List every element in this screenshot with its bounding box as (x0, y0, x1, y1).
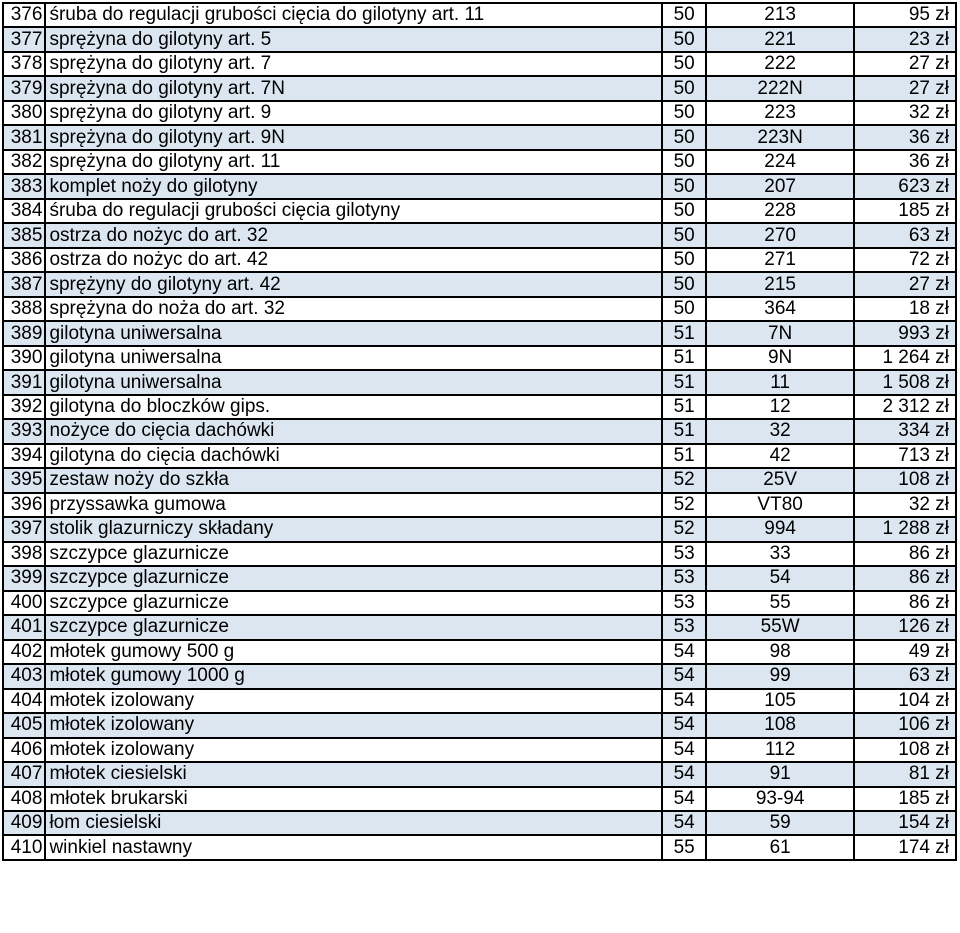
article-number-cell: VT80 (706, 493, 854, 517)
article-number-cell: 221 (706, 27, 854, 51)
product-name-cell: ostrza do nożyc do art. 32 (45, 223, 661, 247)
row-number-cell: 384 (3, 199, 45, 223)
price-list-body (3, 3, 956, 860)
catalog-page-cell: 50 (662, 3, 706, 27)
price-cell: 23 zł (854, 27, 956, 51)
row-number-cell: 400 (3, 591, 45, 615)
article-number-cell: 91 (706, 762, 854, 786)
product-name-cell: młotek brukarski (45, 787, 661, 811)
product-name-cell: winkiel nastawny (45, 835, 661, 859)
row-number-cell: 395 (3, 468, 45, 492)
table-row (3, 738, 956, 762)
row-number-cell: 377 (3, 27, 45, 51)
price-cell: 95 zł (854, 3, 956, 27)
article-number-cell: 223N (706, 125, 854, 149)
table-row (3, 566, 956, 590)
article-number-cell: 55W (706, 615, 854, 639)
table-row (3, 689, 956, 713)
price-cell: 106 zł (854, 713, 956, 737)
table-row (3, 419, 956, 443)
product-name-cell: gilotyna do cięcia dachówki (45, 444, 661, 468)
product-name-cell: przyssawka gumowa (45, 493, 661, 517)
price-cell: 32 zł (854, 493, 956, 517)
price-cell: 36 zł (854, 150, 956, 174)
row-number-cell: 391 (3, 370, 45, 394)
price-cell: 63 zł (854, 664, 956, 688)
catalog-page-cell: 53 (662, 566, 706, 590)
table-row (3, 52, 956, 76)
product-name-cell: sprężyna do gilotyny art. 5 (45, 27, 661, 51)
row-number-cell: 398 (3, 542, 45, 566)
product-name-cell: sprężyny do gilotyny art. 42 (45, 272, 661, 296)
table-row (3, 640, 956, 664)
table-row (3, 174, 956, 198)
table-row (3, 101, 956, 125)
product-name-cell: szczypce glazurnicze (45, 615, 661, 639)
price-cell: 108 zł (854, 468, 956, 492)
row-number-cell: 399 (3, 566, 45, 590)
price-cell: 1 508 zł (854, 370, 956, 394)
row-number-cell: 410 (3, 835, 45, 859)
table-row (3, 321, 956, 345)
article-number-cell: 11 (706, 370, 854, 394)
catalog-page-cell: 54 (662, 738, 706, 762)
table-row (3, 591, 956, 615)
catalog-page-cell: 50 (662, 27, 706, 51)
table-row (3, 125, 956, 149)
catalog-page-cell: 50 (662, 174, 706, 198)
table-row (3, 762, 956, 786)
article-number-cell: 215 (706, 272, 854, 296)
row-number-cell: 389 (3, 321, 45, 345)
catalog-page-cell: 51 (662, 395, 706, 419)
row-number-cell: 405 (3, 713, 45, 737)
article-number-cell: 270 (706, 223, 854, 247)
row-number-cell: 382 (3, 150, 45, 174)
price-cell: 154 zł (854, 811, 956, 835)
table-row (3, 787, 956, 811)
product-name-cell: szczypce glazurnicze (45, 591, 661, 615)
row-number-cell: 408 (3, 787, 45, 811)
catalog-page-cell: 50 (662, 101, 706, 125)
product-name-cell: sprężyna do gilotyny art. 11 (45, 150, 661, 174)
catalog-page-cell: 54 (662, 713, 706, 737)
price-cell: 27 zł (854, 272, 956, 296)
catalog-page-cell: 54 (662, 640, 706, 664)
article-number-cell: 224 (706, 150, 854, 174)
article-number-cell: 108 (706, 713, 854, 737)
table-row (3, 664, 956, 688)
price-cell: 334 zł (854, 419, 956, 443)
product-name-cell: gilotyna do bloczków gips. (45, 395, 661, 419)
article-number-cell: 364 (706, 297, 854, 321)
catalog-page-cell: 50 (662, 76, 706, 100)
catalog-page-cell: 50 (662, 52, 706, 76)
article-number-cell: 223 (706, 101, 854, 125)
row-number-cell: 404 (3, 689, 45, 713)
catalog-page-cell: 54 (662, 689, 706, 713)
product-name-cell: komplet noży do gilotyny (45, 174, 661, 198)
price-cell: 993 zł (854, 321, 956, 345)
table-row (3, 150, 956, 174)
article-number-cell: 93-94 (706, 787, 854, 811)
table-row (3, 542, 956, 566)
row-number-cell: 394 (3, 444, 45, 468)
price-cell: 2 312 zł (854, 395, 956, 419)
table-row (3, 27, 956, 51)
table-row (3, 272, 956, 296)
price-cell: 104 zł (854, 689, 956, 713)
article-number-cell: 213 (706, 3, 854, 27)
catalog-page-cell: 53 (662, 542, 706, 566)
article-number-cell: 61 (706, 835, 854, 859)
row-number-cell: 406 (3, 738, 45, 762)
price-cell: 174 zł (854, 835, 956, 859)
row-number-cell: 386 (3, 248, 45, 272)
price-cell: 108 zł (854, 738, 956, 762)
price-list-table (2, 2, 957, 861)
article-number-cell: 54 (706, 566, 854, 590)
article-number-cell: 55 (706, 591, 854, 615)
catalog-page-cell: 51 (662, 444, 706, 468)
price-cell: 185 zł (854, 787, 956, 811)
table-row (3, 713, 956, 737)
price-cell: 72 zł (854, 248, 956, 272)
price-cell: 713 zł (854, 444, 956, 468)
product-name-cell: nożyce do cięcia dachówki (45, 419, 661, 443)
price-cell: 86 zł (854, 542, 956, 566)
row-number-cell: 376 (3, 3, 45, 27)
article-number-cell: 222 (706, 52, 854, 76)
article-number-cell: 994 (706, 517, 854, 541)
product-name-cell: sprężyna do gilotyny art. 9 (45, 101, 661, 125)
product-name-cell: młotek gumowy 500 g (45, 640, 661, 664)
price-cell: 49 zł (854, 640, 956, 664)
article-number-cell: 105 (706, 689, 854, 713)
row-number-cell: 402 (3, 640, 45, 664)
article-number-cell: 59 (706, 811, 854, 835)
row-number-cell: 409 (3, 811, 45, 835)
price-cell: 86 zł (854, 566, 956, 590)
row-number-cell: 407 (3, 762, 45, 786)
article-number-cell: 25V (706, 468, 854, 492)
catalog-page-cell: 50 (662, 223, 706, 247)
table-row (3, 223, 956, 247)
row-number-cell: 385 (3, 223, 45, 247)
product-name-cell: śruba do regulacji grubości cięcia do gilotyny art. 11 (45, 3, 661, 27)
catalog-page-cell: 53 (662, 615, 706, 639)
catalog-page-cell: 52 (662, 517, 706, 541)
price-cell: 32 zł (854, 101, 956, 125)
row-number-cell: 397 (3, 517, 45, 541)
table-row (3, 493, 956, 517)
price-cell: 63 zł (854, 223, 956, 247)
price-cell: 185 zł (854, 199, 956, 223)
article-number-cell: 42 (706, 444, 854, 468)
table-row (3, 199, 956, 223)
row-number-cell: 387 (3, 272, 45, 296)
product-name-cell: łom ciesielski (45, 811, 661, 835)
row-number-cell: 379 (3, 76, 45, 100)
table-row (3, 3, 956, 27)
product-name-cell: zestaw noży do szkła (45, 468, 661, 492)
article-number-cell: 12 (706, 395, 854, 419)
table-row (3, 615, 956, 639)
product-name-cell: sprężyna do gilotyny art. 7N (45, 76, 661, 100)
price-cell: 1 264 zł (854, 346, 956, 370)
catalog-page-cell: 52 (662, 493, 706, 517)
catalog-page-cell: 54 (662, 664, 706, 688)
product-name-cell: stolik glazurniczy składany (45, 517, 661, 541)
row-number-cell: 401 (3, 615, 45, 639)
product-name-cell: młotek ciesielski (45, 762, 661, 786)
price-cell: 81 zł (854, 762, 956, 786)
catalog-page-cell: 54 (662, 762, 706, 786)
row-number-cell: 378 (3, 52, 45, 76)
price-cell: 126 zł (854, 615, 956, 639)
price-cell: 27 zł (854, 52, 956, 76)
price-cell: 86 zł (854, 591, 956, 615)
catalog-page-cell: 50 (662, 272, 706, 296)
product-name-cell: śruba do regulacji grubości cięcia gilotyny (45, 199, 661, 223)
table-row (3, 346, 956, 370)
table-row (3, 517, 956, 541)
product-name-cell: sprężyna do gilotyny art. 7 (45, 52, 661, 76)
price-cell: 18 zł (854, 297, 956, 321)
catalog-page-cell: 51 (662, 321, 706, 345)
table-row (3, 468, 956, 492)
row-number-cell: 393 (3, 419, 45, 443)
price-cell: 623 zł (854, 174, 956, 198)
row-number-cell: 392 (3, 395, 45, 419)
catalog-page-cell: 55 (662, 835, 706, 859)
article-number-cell: 112 (706, 738, 854, 762)
catalog-page-cell: 53 (662, 591, 706, 615)
product-name-cell: młotek gumowy 1000 g (45, 664, 661, 688)
table-row (3, 835, 956, 859)
price-cell: 27 zł (854, 76, 956, 100)
catalog-page-cell: 50 (662, 248, 706, 272)
product-name-cell: młotek izolowany (45, 689, 661, 713)
row-number-cell: 380 (3, 101, 45, 125)
product-name-cell: młotek izolowany (45, 713, 661, 737)
catalog-page-cell: 50 (662, 199, 706, 223)
article-number-cell: 222N (706, 76, 854, 100)
table-row (3, 76, 956, 100)
catalog-page-cell: 51 (662, 370, 706, 394)
row-number-cell: 388 (3, 297, 45, 321)
row-number-cell: 383 (3, 174, 45, 198)
catalog-page-cell: 50 (662, 150, 706, 174)
article-number-cell: 32 (706, 419, 854, 443)
product-name-cell: sprężyna do noża do art. 32 (45, 297, 661, 321)
product-name-cell: szczypce glazurnicze (45, 542, 661, 566)
table-row (3, 444, 956, 468)
article-number-cell: 207 (706, 174, 854, 198)
catalog-page-cell: 51 (662, 346, 706, 370)
table-row (3, 370, 956, 394)
table-row (3, 811, 956, 835)
article-number-cell: 9N (706, 346, 854, 370)
article-number-cell: 99 (706, 664, 854, 688)
row-number-cell: 390 (3, 346, 45, 370)
catalog-page-cell: 52 (662, 468, 706, 492)
catalog-page-cell: 50 (662, 125, 706, 149)
product-name-cell: ostrza do nożyc do art. 42 (45, 248, 661, 272)
table-row (3, 297, 956, 321)
row-number-cell: 381 (3, 125, 45, 149)
row-number-cell: 403 (3, 664, 45, 688)
article-number-cell: 33 (706, 542, 854, 566)
article-number-cell: 228 (706, 199, 854, 223)
catalog-page-cell: 51 (662, 419, 706, 443)
product-name-cell: gilotyna uniwersalna (45, 370, 661, 394)
catalog-page-cell: 54 (662, 811, 706, 835)
product-name-cell: sprężyna do gilotyny art. 9N (45, 125, 661, 149)
table-row (3, 395, 956, 419)
product-name-cell: młotek izolowany (45, 738, 661, 762)
catalog-page-cell: 54 (662, 787, 706, 811)
table-row (3, 248, 956, 272)
product-name-cell: szczypce glazurnicze (45, 566, 661, 590)
price-cell: 1 288 zł (854, 517, 956, 541)
article-number-cell: 98 (706, 640, 854, 664)
article-number-cell: 271 (706, 248, 854, 272)
product-name-cell: gilotyna uniwersalna (45, 346, 661, 370)
article-number-cell: 7N (706, 321, 854, 345)
product-name-cell: gilotyna uniwersalna (45, 321, 661, 345)
row-number-cell: 396 (3, 493, 45, 517)
price-cell: 36 zł (854, 125, 956, 149)
catalog-page-cell: 50 (662, 297, 706, 321)
